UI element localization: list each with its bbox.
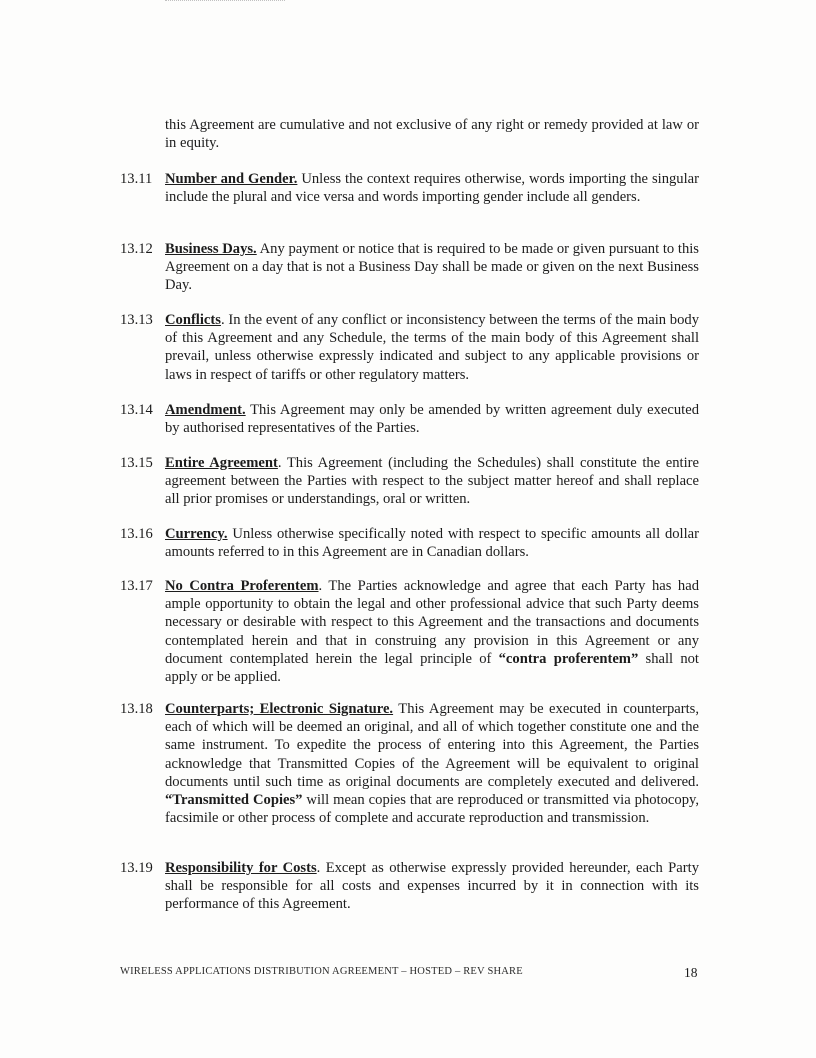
clause-13-13 [120,311,699,384]
clause-13-14 [120,401,699,437]
clause-heading: Responsibility for Costs [165,860,317,876]
page-number: 18 [684,965,698,980]
clause-text: This Agreement may be executed in counterparts, each of which will be deemed an original, and all of which together constitute one and the same instrument. To expedite the process of entering into this Agreement, the Parties acknowledge that Transmitted Copies of the Agreement will be equivalent to original documents until such time as original documents are completely executed and delivered. [165,701,699,790]
clause-body [165,454,699,509]
clause-heading: Currency. [165,526,228,542]
clause-number: 13.13 [120,312,153,328]
clause-13-17 [120,577,699,686]
clause-number: 13.17 [120,578,153,594]
clause-body [165,700,699,827]
clause-text: Any payment or notice that is required to be made or given pursuant to this Agreement on a day that is not a Business Day shall be made or given on the next Business Day. [165,241,699,294]
clause-text-end: shall not apply or be applied. [165,650,699,686]
clause-heading: Entire Agreement [165,455,278,471]
clause-text: . This Agreement (including the Schedules) shall constitute the entire agreement between the Parties with respect to the subject matter hereof and shall replace all prior promises or understandings, oral or written. [165,455,699,508]
clause-number: 13.16 [120,526,153,542]
clause-heading: Number and Gender. [165,171,298,187]
continuation-paragraph: this Agreement are cumulative and not exclusive of any right or remedy provided at law or in equity. [165,117,699,152]
clause-body [165,170,699,206]
clause-text: This Agreement may only be amended by written agreement duly executed by authorised representatives of the Parties. [165,402,699,437]
clause-13-11 [120,170,699,206]
clause-text: Unless the context requires otherwise, words importing the singular include the plural and vice versa and words importing gender include all genders. [165,171,699,206]
clause-13-16 [120,525,699,561]
clause-body [165,577,699,686]
clause-body [165,525,699,561]
clause-text: . In the event of any conflict or inconsistency between the terms of the main body of this Agreement and any Schedule, the terms of the main body of this Agreement shall prevail, unless otherwise expressly indicated and subject to any applicable provisions or laws in respect of tariffs or other regulatory matters. [165,312,699,383]
clause-13-18 [120,700,699,827]
clause-number: 13.19 [120,860,153,876]
clause-13-19 [120,859,699,914]
defined-term: “Transmitted Copies” [165,792,303,809]
clause-body [165,859,699,914]
scan-artifact [165,0,285,4]
clause-number: 13.11 [120,171,153,187]
clause-heading: Business Days. [165,241,257,257]
clause-number: 13.14 [120,402,153,418]
clause-number: 13.18 [120,701,153,717]
clause-text: Unless otherwise specifically noted with respect to specific amounts all dollar amounts referred to in this Agreement are in Canadian dollars. [165,526,699,561]
clause-body [165,240,699,295]
clause-13-12 [120,240,699,295]
clause-text: . The Parties acknowledge and agree that each Party has had ample opportunity to obtain the legal and other professional advice that such Party deems necessary or desirable with respect to this Agreement and the transactions and documents contemplated herein and that in construing any provision in this Agreement or any document contemplated herein the legal principle of [165,578,699,667]
defined-term: “contra proferentem” [498,650,639,667]
clause-heading: No Contra Proferentem [165,578,319,594]
footer-title: WIRELESS APPLICATIONS DISTRIBUTION AGREEMENT – HOSTED – REV SHARE [120,966,523,977]
clause-text: . Except as otherwise expressly provided hereunder, each Party shall be responsible for all costs and expenses incurred by it in connection with its performance of this Agreement. [165,860,699,913]
clause-heading: Amendment. [165,402,246,418]
clause-body [165,401,699,437]
clause-number: 13.15 [120,455,153,471]
clause-number: 13.12 [120,241,153,257]
clause-text-end: will mean copies that are reproduced or transmitted via photocopy, facsimile or other process of complete and accurate reproduction and transmission. [165,792,699,827]
clause-heading: Conflicts [165,312,221,328]
clause-13-15 [120,454,699,509]
clause-body [165,311,699,384]
clause-heading: Counterparts; Electronic Signature. [165,701,394,717]
